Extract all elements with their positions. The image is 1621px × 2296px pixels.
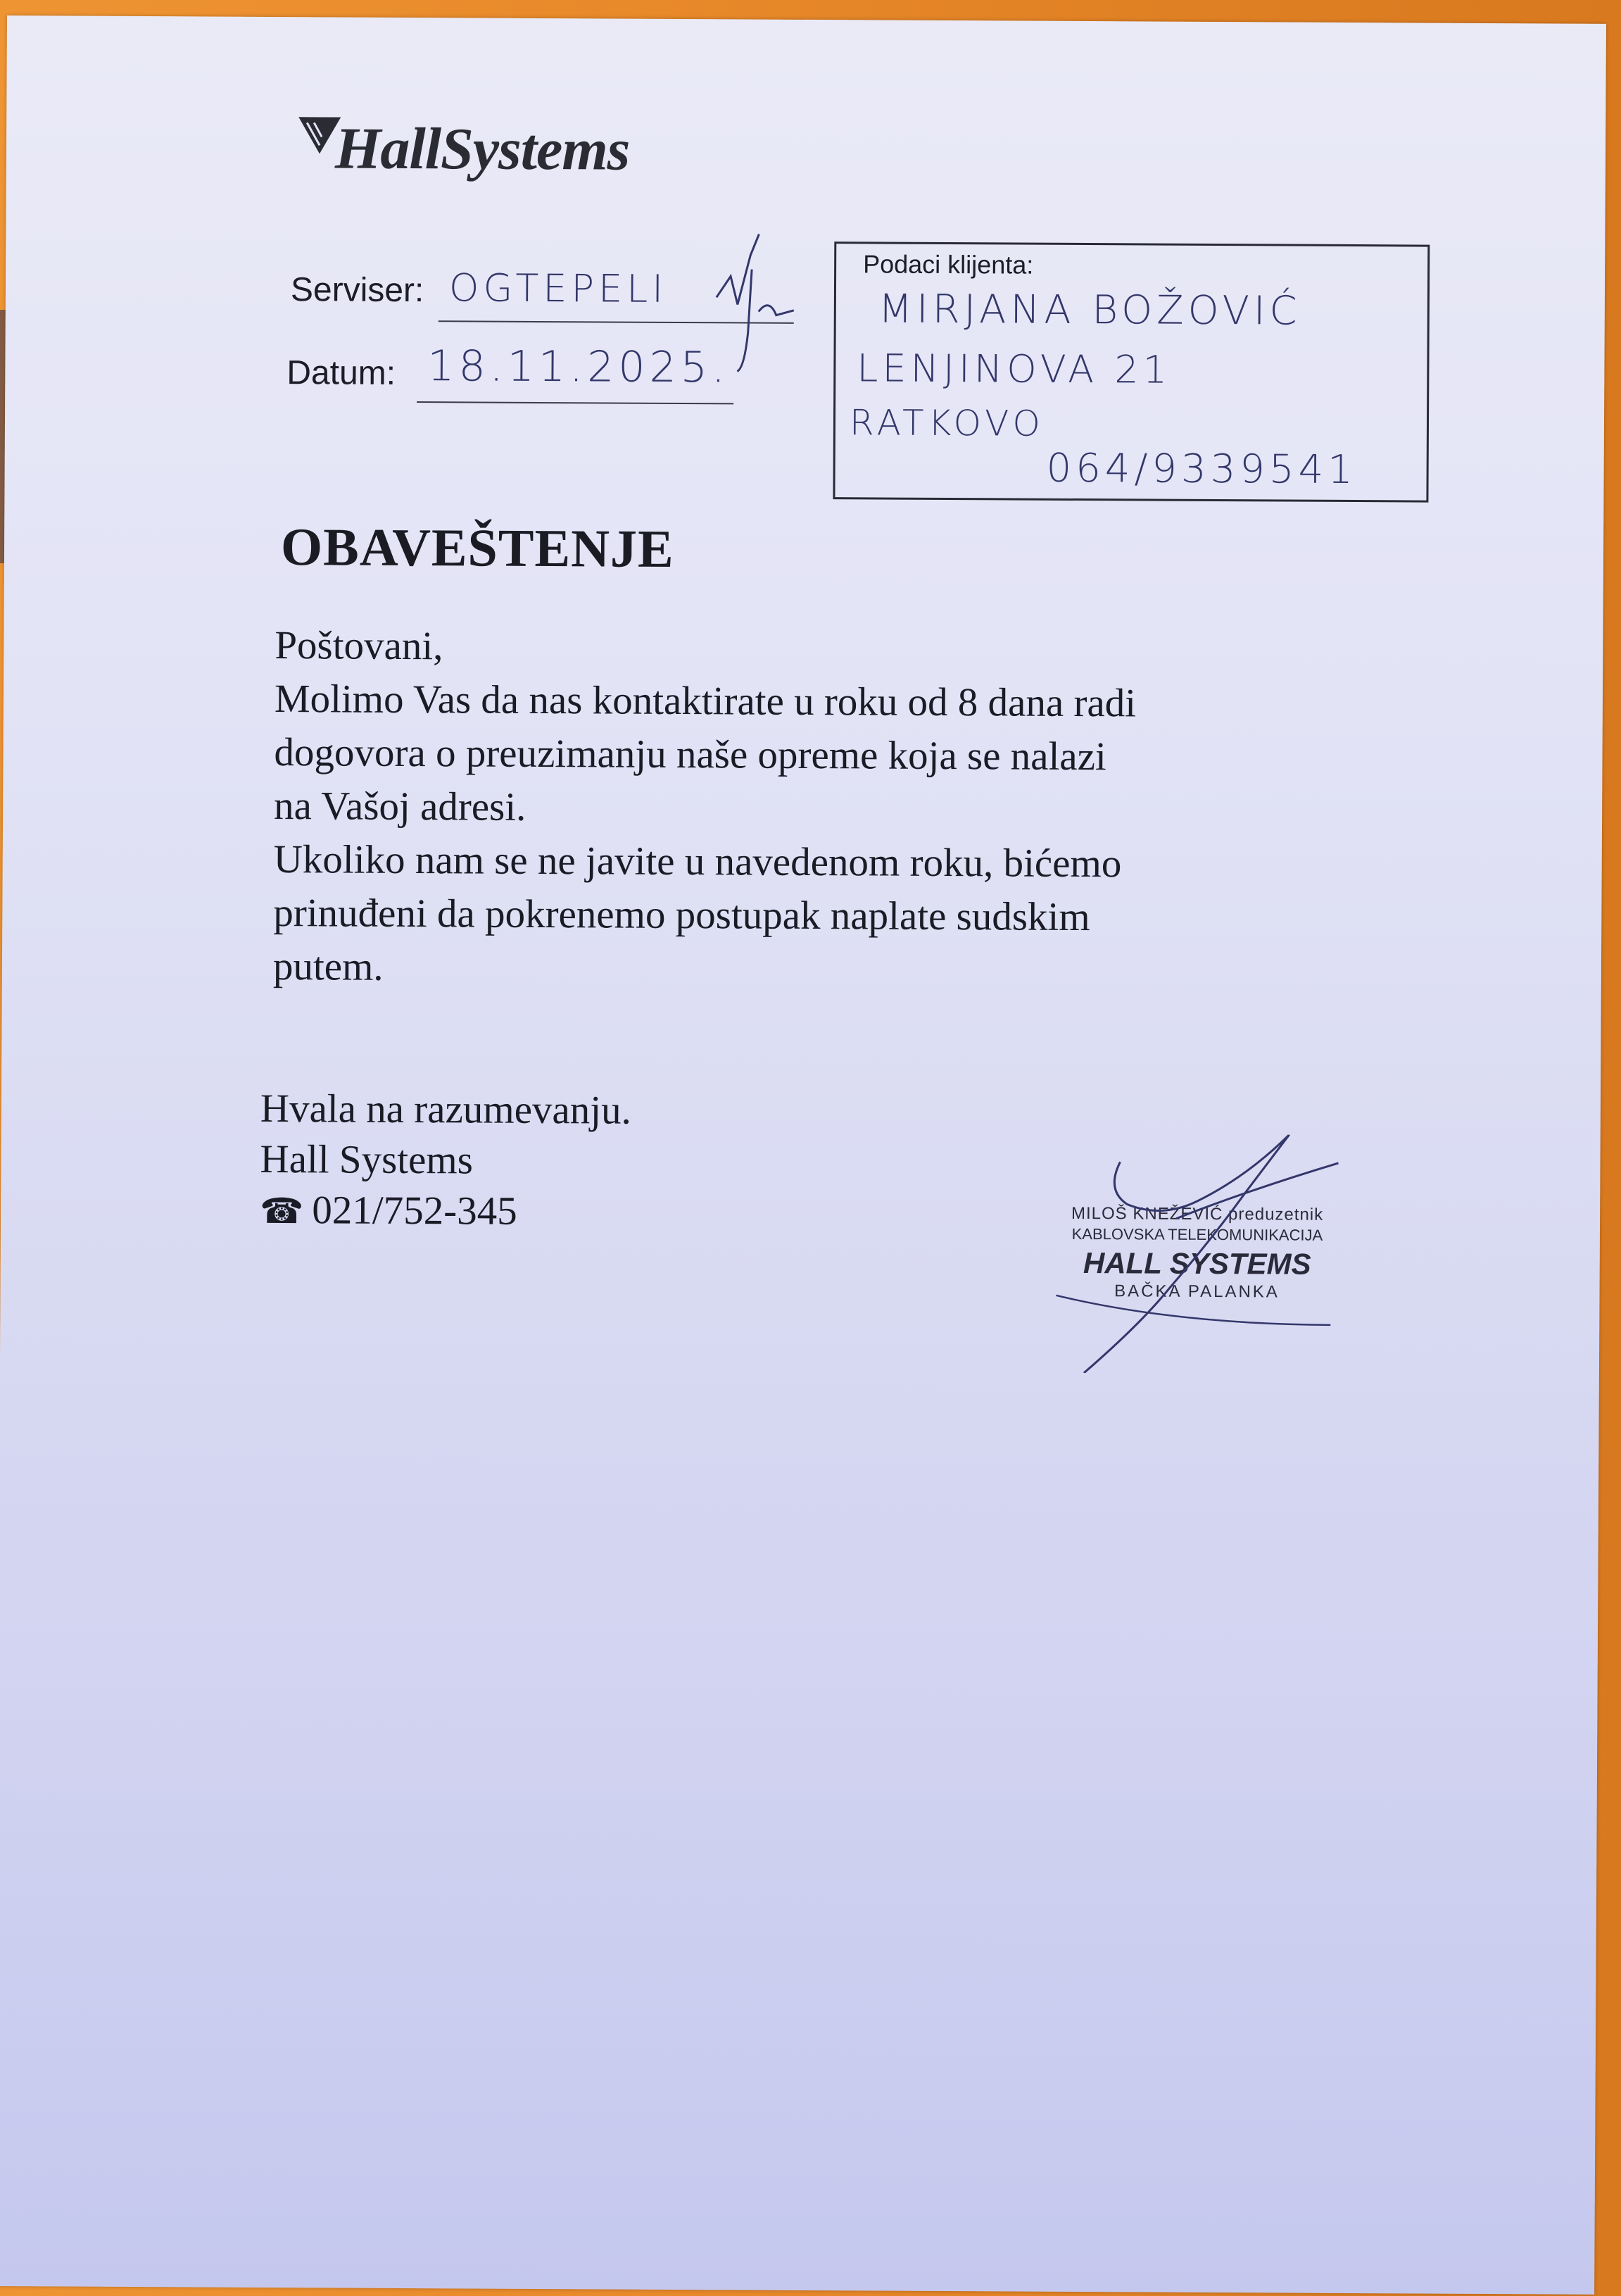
serviser-label: Serviser: [290, 271, 424, 310]
stamp-line-activity: KABLOVSKA TELEKOMUNIKACIJA [1071, 1224, 1323, 1244]
body-line: Ukoliko nam se ne javite u navedenom roku, bićemo [273, 836, 1122, 886]
client-phone: 064/9339541 [1046, 445, 1357, 494]
body-line: putem. [272, 943, 384, 989]
stamp-line-company: HALL SYSTEMS [1083, 1246, 1311, 1281]
stamp-line-city: BAČKA PALANKA [1114, 1281, 1280, 1302]
body-line: prinuđeni da pokrenemo postupak naplate sudskim [273, 890, 1090, 940]
client-data-label: Podaci klijenta: [863, 249, 1034, 280]
company-logo [298, 108, 665, 195]
document-title: OBAVEŠTENJE [280, 517, 674, 579]
telephone-icon: ☎ [259, 1190, 304, 1232]
body-line: dogovora o preuzimanju naše opreme koja se nalazi [274, 730, 1106, 779]
closing-block [260, 1084, 631, 1238]
notice-body [273, 619, 1373, 999]
handwritten-signature-icon [1035, 1134, 1360, 1374]
client-city: RATKOVO [849, 402, 1045, 444]
stamp-line-owner: MILOŠ KNEŽEVIĆ preduzetnik [1071, 1203, 1324, 1224]
contact-phone: 021/752-345 [312, 1188, 517, 1234]
body-line: na Vašoj adresi. [273, 784, 526, 829]
datum-label: Datum: [286, 354, 396, 392]
client-street: LENJINOVA 21 [857, 346, 1172, 392]
serviser-value: OGTEPELI [448, 265, 668, 311]
datum-underline [417, 401, 733, 404]
document-page [0, 15, 1606, 2295]
company-stamp [1035, 1134, 1360, 1374]
datum-value: 18.11.2025. [427, 341, 730, 393]
client-data-box [833, 241, 1430, 502]
logo-text: HallSystems [334, 115, 630, 183]
thanks-line: Hvala na razumevanju. [260, 1086, 632, 1133]
client-name: MIRJANA BOŽOVIĆ [878, 286, 1301, 334]
body-line: Molimo Vas da nas kontaktirate u roku od 8 dana radi [274, 677, 1137, 726]
company-name: Hall Systems [260, 1136, 474, 1183]
greeting: Poštovani, [275, 623, 443, 669]
contact-phone-row [260, 1185, 631, 1238]
